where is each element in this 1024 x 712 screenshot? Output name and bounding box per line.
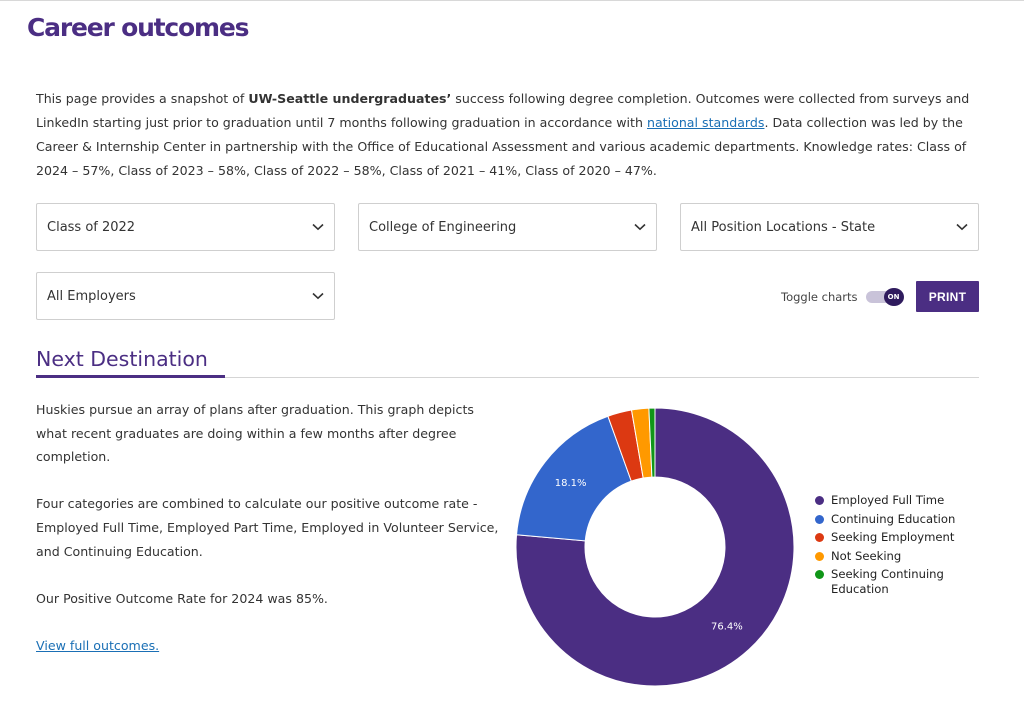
section-description <box>36 398 506 681</box>
location-select[interactable] <box>680 203 979 251</box>
legend-item[interactable] <box>815 549 971 564</box>
page-title: Career outcomes <box>27 13 249 42</box>
legend-label: Seeking Employment <box>831 530 955 544</box>
intro-bold-text: UW-Seattle undergraduates’ <box>248 91 452 106</box>
section-title: Next Destination <box>36 347 208 371</box>
legend-color-marker <box>815 552 824 561</box>
class-year-select[interactable] <box>36 203 335 251</box>
description-paragraph-3: Our Positive Outcome Rate for 2024 was 85%. <box>36 590 328 606</box>
legend-item[interactable] <box>815 567 971 597</box>
chevron-down-icon <box>312 292 324 300</box>
legend-label: Employed Full Time <box>831 493 945 507</box>
intro-paragraph <box>36 87 982 183</box>
college-value: College of Engineering <box>369 219 517 235</box>
class-year-value: Class of 2022 <box>47 219 136 235</box>
section-title-underline <box>36 375 225 378</box>
slice-data-label: 18.1% <box>554 477 587 489</box>
legend-color-marker <box>815 496 824 505</box>
intro-text-1: This page provides a snapshot of <box>36 91 249 106</box>
donut-chart <box>500 391 810 701</box>
legend-label: Continuing Education <box>831 511 956 526</box>
legend-item[interactable] <box>815 512 971 527</box>
legend-label: Not Seeking <box>831 548 902 563</box>
chevron-down-icon <box>312 223 324 231</box>
print-button[interactable]: PRINT <box>916 281 979 312</box>
legend-color-marker <box>815 515 824 524</box>
legend-label: Seeking Continuing Education <box>831 567 944 596</box>
employer-select[interactable] <box>36 272 335 320</box>
chevron-down-icon <box>956 223 968 231</box>
college-select[interactable] <box>358 203 657 251</box>
toggle-knob: ON <box>884 288 904 306</box>
toggle-charts-switch[interactable] <box>866 288 904 306</box>
employer-value: All Employers <box>47 288 136 304</box>
chevron-down-icon <box>634 223 646 231</box>
intro-text-3: . Data collection was led by the Career & Internship Center in partnership with the Office of Educational Assessment and various academic departments. Knowledge rates: Class of 2024 – 57%, Class of 2023 – 58%, Class of 2022 – 58%, Class of 2021 – 41%, Class of 2020 – 47%. <box>36 115 967 178</box>
slice-data-label: 76.4% <box>711 621 743 633</box>
view-full-outcomes-link[interactable]: View full outcomes. <box>36 637 160 653</box>
description-paragraph-2: Four categories are combined to calculate our positive outcome rate - Employed Full Time, Employed Part Time, Employed in Volunteer Service, and Continuing Education. <box>36 496 499 559</box>
section-header <box>36 347 979 378</box>
legend-color-marker <box>815 533 824 542</box>
legend-item[interactable] <box>815 493 971 508</box>
intro-text-2: success following degree completion. Outcomes were collected from surveys and LinkedIn starting just prior to graduation until 7 months following graduation in accordance with <box>36 91 970 130</box>
description-paragraph-1: Huskies pursue an array of plans after graduation. This graph depicts what recent graduates are doing within a few months after degree completion. <box>36 402 474 465</box>
legend-item[interactable] <box>815 530 971 545</box>
toggle-charts-label: Toggle charts <box>781 290 858 304</box>
chart-legend <box>815 493 971 601</box>
national-standards-link[interactable]: national standards <box>646 115 765 130</box>
legend-color-marker <box>815 570 824 579</box>
location-value: All Position Locations - State <box>691 219 876 235</box>
toggle-charts-control <box>781 288 904 306</box>
